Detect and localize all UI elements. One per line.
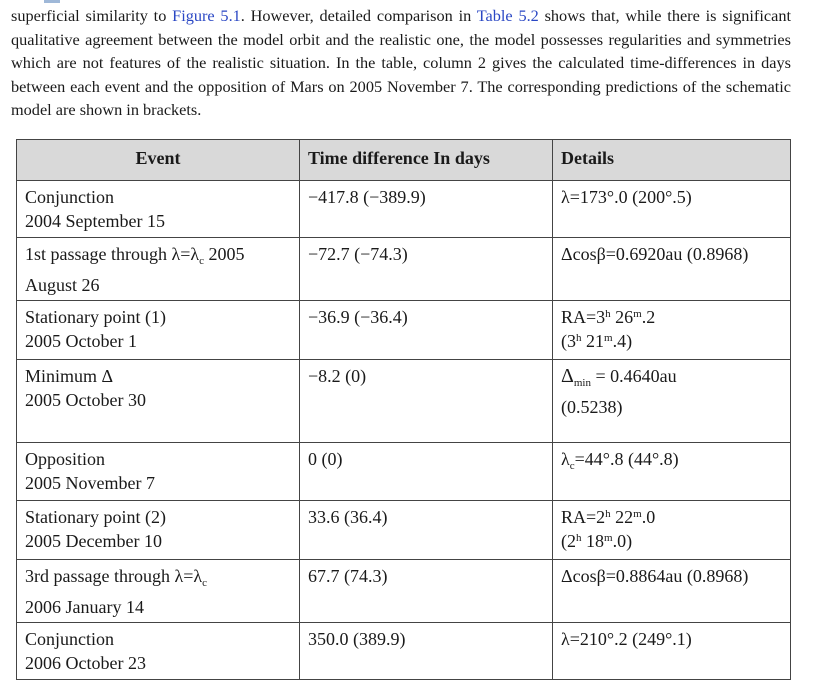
- time-cell: 0 (0): [300, 443, 553, 501]
- event-cell: Conjunction 2006 October 23: [17, 623, 300, 680]
- time-cell: 33.6 (36.4): [300, 501, 553, 560]
- event-cell: Stationary point (2) 2005 December 10: [17, 501, 300, 560]
- table-header-row: [17, 140, 791, 181]
- details-cell: Δcosβ=0.8864au (0.8968): [553, 560, 791, 623]
- details-cell: λ=210°.2 (249°.1): [553, 623, 791, 680]
- details-cell: $RA=3^h$ 26$^m$.2 (3$^h$ 21$^m$.4): [553, 301, 791, 360]
- events-table: [16, 139, 791, 680]
- time-cell: 350.0 (389.9): [300, 623, 553, 680]
- details-cell: $RA=2^h$ 22$^m$.0 (2$^h$ 18$^m$.0): [553, 501, 791, 560]
- time-cell: −72.7 (−74.3): [300, 238, 553, 301]
- time-cell: −417.8 (−389.9): [300, 181, 553, 238]
- time-cell: −8.2 (0): [300, 360, 553, 443]
- event-cell: 3rd passage through $\lambda=\lambda_c$ 2006 January 14: [17, 560, 300, 623]
- details-cell: λ=173°.0 (200°.5): [553, 181, 791, 238]
- table-row: [17, 181, 791, 238]
- details-cell: $\Delta_{min} = 0.4640au$ (0.5238): [553, 360, 791, 443]
- details-cell: Δcosβ=0.6920au (0.8968): [553, 238, 791, 301]
- table-row: [17, 360, 791, 443]
- details-cell: $\lambda_c=44^\circ.8$ (44°.8): [553, 443, 791, 501]
- highlight-mark: [44, 0, 60, 3]
- body-paragraph: superficial similarity to Figure 5.1. However, detailed comparison in Table 5.2 shows that, while there is significant qualitative agreement between the model orbit and the realistic one, the model possesses regularities and symmetries which are not features of the realistic situation. In the table, column 2 gives the calculated time-differences in days between each event and the opposition of Mars on 2005 November 7. The corresponding predictions of the schematic model are shown in brackets.: [11, 6, 791, 120]
- table-row: [17, 238, 791, 301]
- event-cell: Opposition 2005 November 7: [17, 443, 300, 501]
- header-details: Details: [553, 140, 791, 181]
- time-cell: −36.9 (−36.4): [300, 301, 553, 360]
- table-link[interactable]: Table 5.2: [476, 6, 539, 25]
- figure-link[interactable]: Figure 5.1: [172, 6, 241, 25]
- event-cell: 1st passage through $\lambda=\lambda_c$ 2005 August 26: [17, 238, 300, 301]
- header-event: Event: [17, 140, 300, 181]
- table-row: [17, 501, 791, 560]
- event-cell: Conjunction 2004 September 15: [17, 181, 300, 238]
- header-time: Time difference In days: [300, 140, 553, 181]
- event-cell: Stationary point (1) 2005 October 1: [17, 301, 300, 360]
- event-cell: Minimum Δ 2005 October 30: [17, 360, 300, 443]
- table-row: [17, 623, 791, 680]
- table-row: [17, 301, 791, 360]
- table-row: [17, 560, 791, 623]
- table-row: [17, 443, 791, 501]
- time-cell: 67.7 (74.3): [300, 560, 553, 623]
